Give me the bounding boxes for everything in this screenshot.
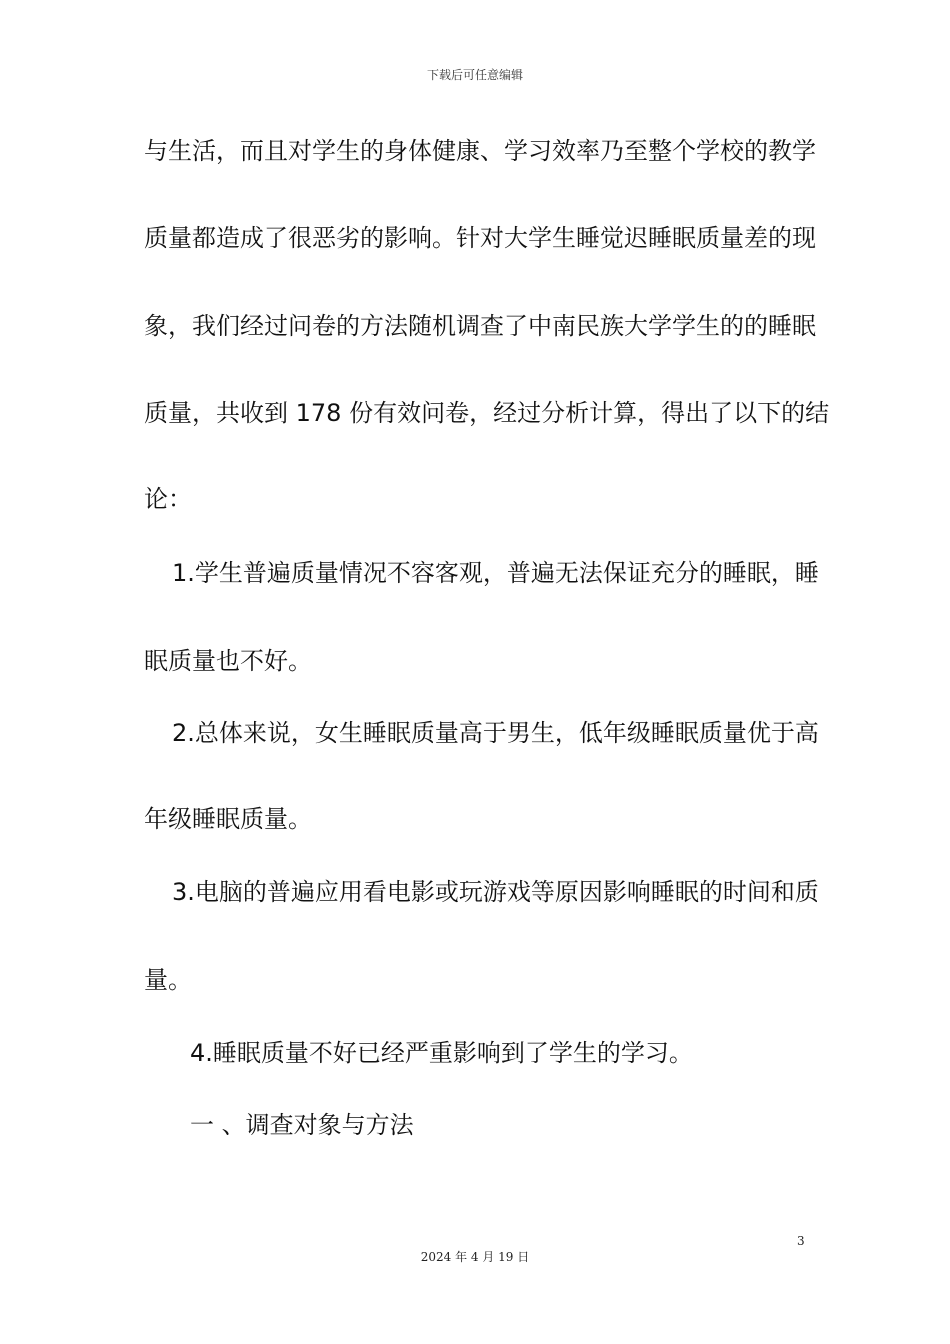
list-item-2-line-1: 2.总体来说，女生睡眠质量高于男生，低年级睡眠质量优于高 <box>172 719 819 747</box>
list-item-4: 4.睡眠质量不好已经严重影响到了学生的学习。 <box>190 1039 693 1067</box>
footer-date: 2024 年 4 月 19 日 <box>420 1250 530 1264</box>
list-item-3-line-1: 3.电脑的普遍应用看电影或玩游戏等原因影响睡眠的时间和质 <box>172 878 819 906</box>
body-line-5: 论： <box>144 485 192 513</box>
list-item-1-line-1: 1.学生普遍质量情况不容客观，普遍无法保证充分的睡眠，睡 <box>172 559 819 587</box>
page-number: 3 <box>797 1234 805 1248</box>
body-line-3: 象，我们经过问卷的方法随机调查了中南民族大学学生的的睡眠 <box>144 312 816 340</box>
section-heading: 一 、调查对象与方法 <box>190 1111 414 1139</box>
list-item-1-line-2: 眠质量也不好。 <box>144 647 312 675</box>
page-header: 下载后可任意编辑 <box>426 68 523 82</box>
body-line-4: 质量，共收到 178 份有效问卷，经过分析计算，得出了以下的结 <box>144 399 830 427</box>
list-item-3-line-2: 量。 <box>144 966 192 994</box>
body-line-2: 质量都造成了很恶劣的影响。针对大学生睡觉迟睡眠质量差的现 <box>144 224 816 252</box>
list-item-2-line-2: 年级睡眠质量。 <box>144 805 312 833</box>
body-line-1: 与生活，而且对学生的身体健康、学习效率乃至整个学校的教学 <box>144 137 816 165</box>
